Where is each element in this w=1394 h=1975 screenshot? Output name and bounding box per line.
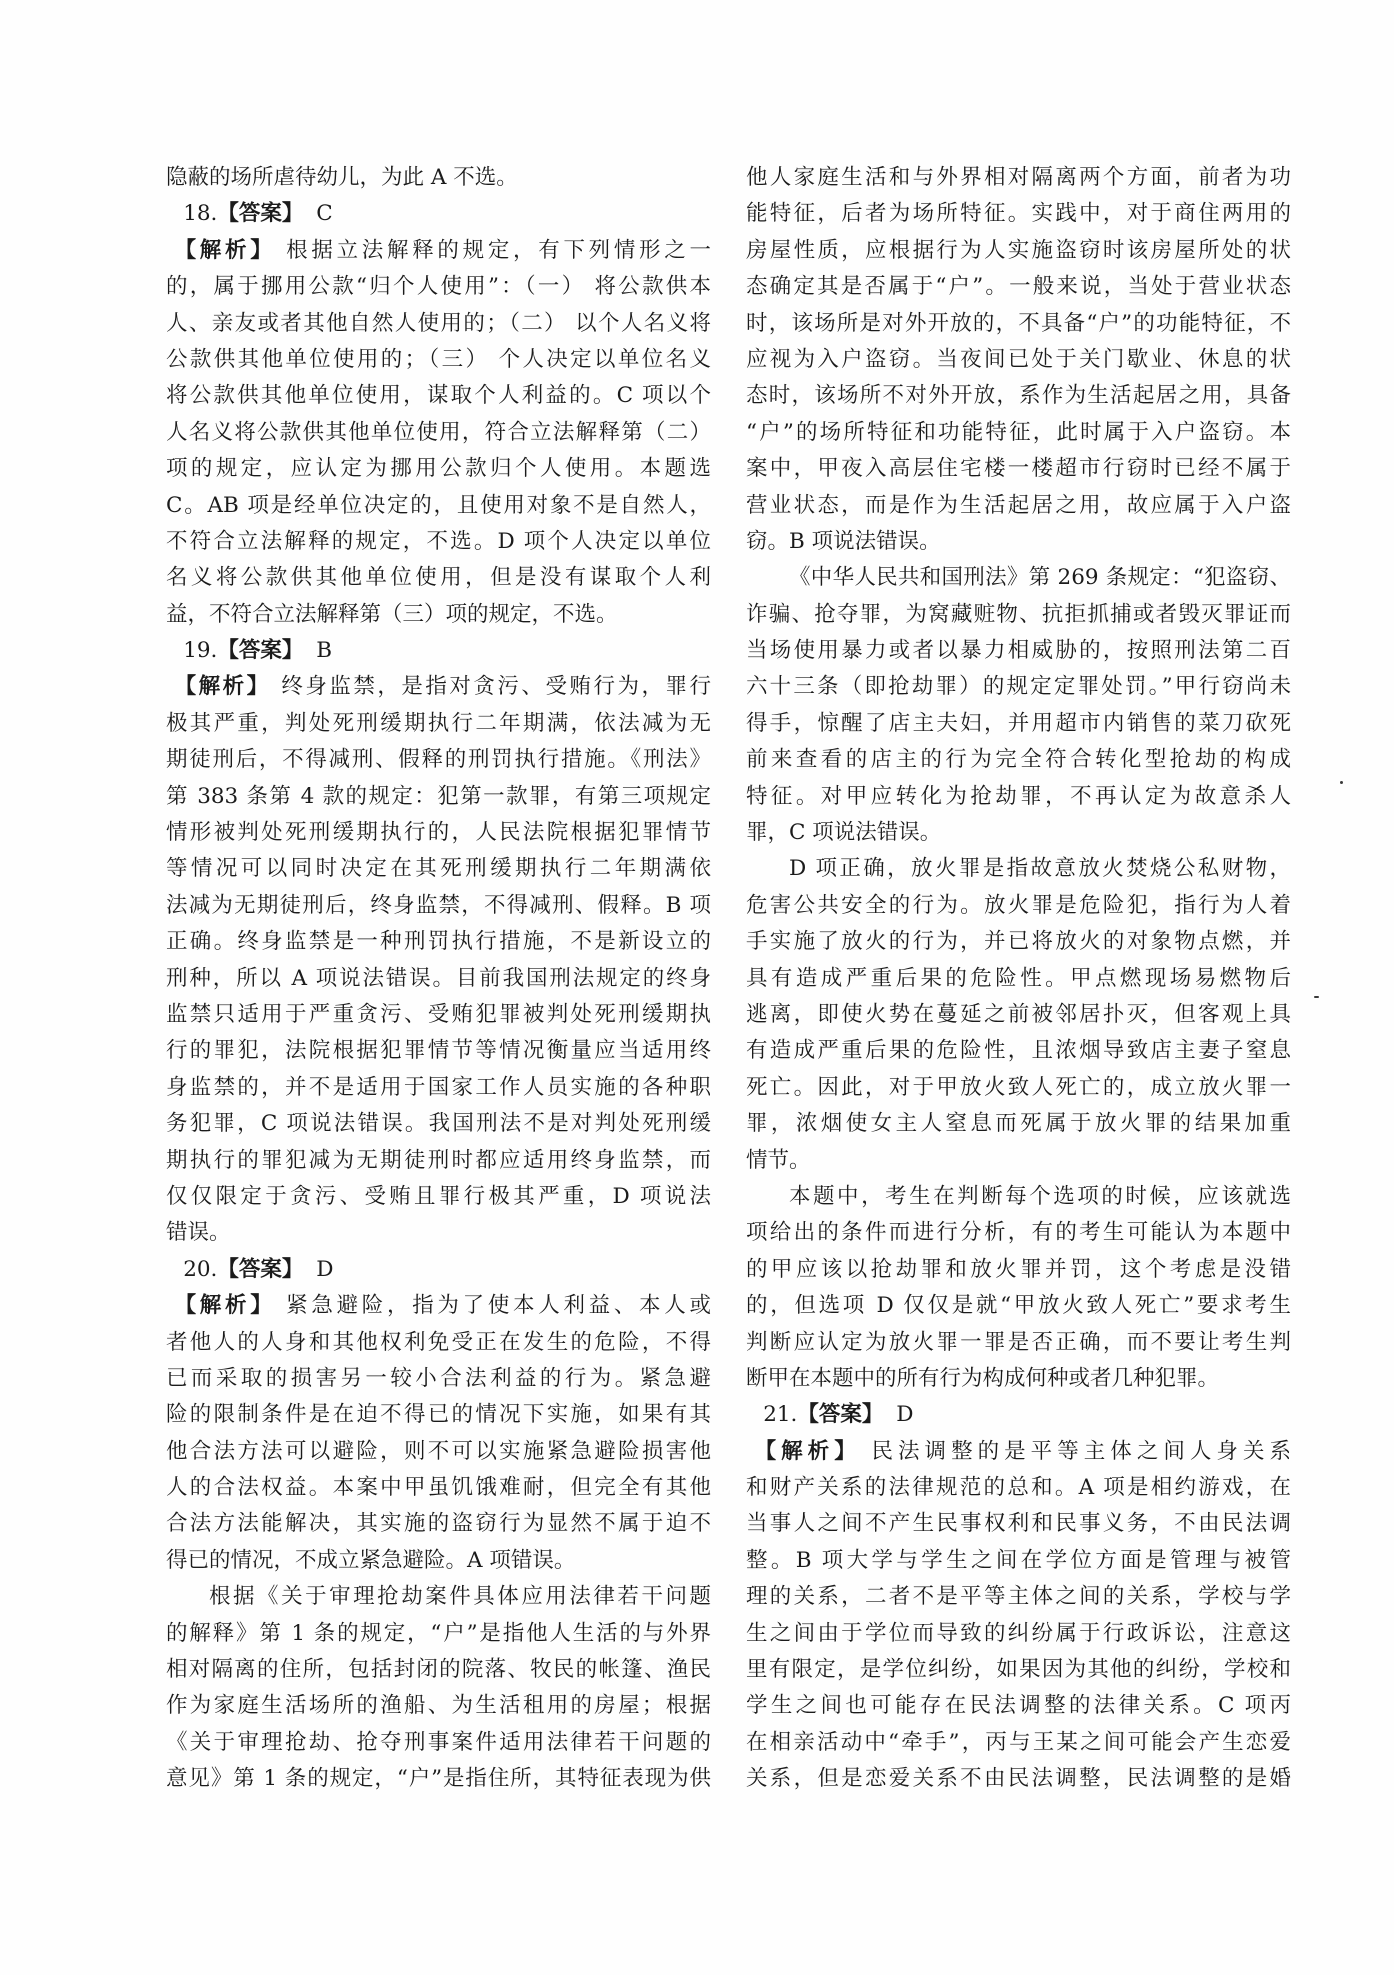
text-line: 作为家庭生活场所的渔船、为生活租用的房屋；根据 bbox=[166, 1693, 711, 1719]
text-line: 在相亲活动中“牵手”，丙与王某之间可能会产生恋爱 bbox=[746, 1729, 1291, 1755]
text-line: 刑种，所以 A 项说法错误。目前我国刑法规定的终身 bbox=[166, 965, 711, 991]
analysis-label: 【解析】 bbox=[174, 237, 276, 263]
text-line: 务犯罪，C 项说法错误。我国刑法不是对判处死刑缓 bbox=[166, 1111, 711, 1137]
text-line: 行的罪犯，法院根据犯罪情节等情况衡量应当适用终 bbox=[166, 1038, 711, 1064]
text-line: 身监禁的，并不是适用于国家工作人员实施的各种职 bbox=[166, 1074, 711, 1100]
analysis-paragraph bbox=[166, 233, 711, 633]
text-line: 生之间由于学位而导致的纠纷属于行政诉讼，注意这 bbox=[746, 1620, 1291, 1646]
paragraph bbox=[746, 560, 1291, 851]
text-line: 的解释》第 1 条的规定，“户”是指他人生活的与外界 bbox=[166, 1620, 711, 1646]
line-text: 紧急避险，指为了使本人利益、本人或 bbox=[286, 1293, 711, 1319]
text-line: 监禁只适用于严重贪污、受贿犯罪被判处死刑缓期执 bbox=[166, 1001, 711, 1027]
text-line: 和财产关系的法律规范的总和。A 项是相约游戏，在 bbox=[746, 1475, 1291, 1501]
text-line: 具有造成严重后果的危险性。甲点燃现场易燃物后 bbox=[746, 965, 1291, 991]
text-line: 前来查看的店主的行为完全符合转化型抢劫的构成 bbox=[746, 747, 1291, 773]
text-line: 不符合立法解释的规定，不选。D 项个人决定以单位 bbox=[166, 528, 711, 554]
question-number: 21. bbox=[763, 1402, 798, 1428]
question-number: 18. bbox=[183, 201, 218, 227]
analysis-paragraph bbox=[746, 1434, 1291, 1798]
scan-speck bbox=[1340, 781, 1343, 784]
answer-label: 【答案】 bbox=[217, 638, 304, 664]
text-line: 情节。 bbox=[746, 1147, 811, 1173]
text-line: 的，属于挪用公款“归个人使用”：（一） 将公款供本 bbox=[166, 274, 711, 300]
text-line: 房屋性质，应根据行为人实施盗窃时该房屋所处的状 bbox=[746, 237, 1291, 263]
text-line bbox=[746, 1434, 1291, 1470]
text-line: C。AB 项是经单位决定的，且使用对象不是自然人， bbox=[166, 492, 711, 518]
text-line: 第 383 条第 4 款的规定：犯第一款罪，有第三项规定 bbox=[166, 783, 711, 809]
text-line: 案中，甲夜入高层住宅楼一楼超市行窃时已经不属于 bbox=[746, 456, 1291, 482]
text-line: 本题中，考生在判断每个选项的时候，应该就选 bbox=[789, 1183, 1291, 1209]
answer-line bbox=[166, 633, 711, 669]
text-line bbox=[166, 233, 711, 269]
text-line: 应视为入户盗窃。当夜间已处于关门歇业、休息的状 bbox=[746, 346, 1291, 372]
text-line: 极其严重，判处死刑缓期执行二年期满，依法减为无 bbox=[166, 710, 711, 736]
text-line: 等情况可以同时决定在其死刑缓期执行二年期满依 bbox=[166, 856, 711, 882]
text-line: 益，不符合立法解释第（三）项的规定，不选。 bbox=[166, 601, 618, 627]
text-line: 他合法方法可以避险，则不可以实施紧急避险损害他 bbox=[166, 1438, 711, 1464]
answer-label: 【答案】 bbox=[217, 1256, 304, 1282]
text-line: 当场使用暴力或者以暴力相威胁的，按照刑法第二百 bbox=[746, 638, 1291, 664]
text-line: 手实施了放火的行为，并已将放火的对象物点燃，并 bbox=[746, 929, 1291, 955]
text-line: 情形被判处死刑缓期执行的，人民法院根据犯罪情节 bbox=[166, 820, 711, 846]
text-line: 得手，惊醒了店主夫妇，并用超市内销售的菜刀砍死 bbox=[746, 710, 1291, 736]
text-line: 期徒刑后，不得减刑、假释的刑罚执行措施。《刑法》 bbox=[166, 747, 711, 773]
text-line bbox=[166, 669, 711, 705]
text-line: 判断应认定为放火罪一罪是否正确，而不要让考生判 bbox=[746, 1329, 1291, 1355]
text-line: 死亡。因此，对于甲放火致人死亡的，成立放火罪一 bbox=[746, 1074, 1291, 1100]
text-line: 期执行的罪犯减为无期徒刑时都应适用终身监禁，而 bbox=[166, 1147, 711, 1173]
text-line: 六十三条（即抢劫罪）的规定定罪处罚。”甲行窃尚未 bbox=[746, 674, 1291, 700]
answer-value: D bbox=[316, 1256, 334, 1282]
text-line: 者他人的人身和其他权利免受正在发生的危险，不得 bbox=[166, 1329, 711, 1355]
text-line: 关系，但是恋爱关系不由民法调整，民法调整的是婚 bbox=[746, 1766, 1291, 1792]
text-line: 根据《关于审理抢劫案件具体应用法律若干问题 bbox=[209, 1584, 711, 1610]
text-line: 合法方法能解决，其实施的盗窃行为显然不属于迫不 bbox=[166, 1511, 711, 1537]
analysis-label: 【解析】 bbox=[174, 674, 271, 700]
text-line: 里有限定，是学位纠纷，如果因为其他的纠纷，学校和 bbox=[746, 1657, 1291, 1683]
text-line: 意见》第 1 条的规定，“户”是指住所，其特征表现为供 bbox=[166, 1766, 711, 1792]
analysis-label: 【解析】 bbox=[174, 1293, 276, 1319]
text-line: 态时，该场所不对外开放，系作为生活起居之用，具备 bbox=[746, 383, 1291, 409]
text-line: 名义将公款供其他单位使用，但是没有谋取个人利 bbox=[166, 565, 711, 591]
answer-entry bbox=[166, 1252, 711, 1288]
text-line: 危害公共安全的行为。放火罪是危险犯，指行为人着 bbox=[746, 892, 1291, 918]
text-line: 逃离，即使火势在蔓延之前被邻居扑灭，但客观上具 bbox=[746, 1001, 1291, 1027]
text-line: 《关于审理抢劫、抢夺刑事案件适用法律若干问题的 bbox=[166, 1729, 711, 1755]
text-line: 时，该场所是对外开放的，不具备“户”的功能特征，不 bbox=[746, 310, 1291, 336]
text-line: 人名义将公款供其他单位使用，符合立法解释第（二） bbox=[166, 419, 711, 445]
paragraph bbox=[746, 851, 1291, 1179]
text-line: 已而采取的损害另一较小合法利益的行为。紧急避 bbox=[166, 1365, 711, 1391]
answer-line bbox=[166, 196, 711, 232]
text-line: 《中华人民共和国刑法》第 269 条规定：“犯盗窃、 bbox=[789, 565, 1291, 591]
text-line: 断甲在本题中的所有行为构成何种或者几种犯罪。 bbox=[746, 1365, 1220, 1391]
paragraph bbox=[166, 1579, 711, 1797]
text-line: 项给出的条件而进行分析，有的考生可能认为本题中 bbox=[746, 1220, 1291, 1246]
answer-value: B bbox=[316, 638, 333, 664]
question-number: 20. bbox=[183, 1256, 218, 1282]
right-column bbox=[746, 160, 1291, 1798]
answer-label: 【答案】 bbox=[797, 1402, 884, 1428]
analysis-label: 【解析】 bbox=[754, 1438, 861, 1464]
text-line: 罪，浓烟使女主人窒息而死属于放火罪的结果加重 bbox=[746, 1111, 1291, 1137]
text-line: 诈骗、抢夺罪，为窝藏赃物、抗拒抓捕或者毁灭罪证而 bbox=[746, 601, 1291, 627]
text-line: “户”的场所特征和功能特征，此时属于入户盗窃。本 bbox=[746, 419, 1291, 445]
line-text: 终身监禁，是指对贪污、受贿行为，罪行 bbox=[281, 674, 711, 700]
answer-value: D bbox=[896, 1402, 914, 1428]
text-line: D 项正确，放火罪是指故意放火焚烧公私财物， bbox=[789, 856, 1291, 882]
text-line: 人的合法权益。本案中甲虽饥饿难耐，但完全有其他 bbox=[166, 1475, 711, 1501]
line-text: 根据立法解释的规定，有下列情形之一 bbox=[286, 237, 711, 263]
answer-entry bbox=[166, 633, 711, 669]
text-line: 错误。 bbox=[166, 1220, 231, 1246]
analysis-paragraph bbox=[166, 669, 711, 1251]
text-line: 能特征，后者为场所特征。实践中，对于商住两用的 bbox=[746, 201, 1291, 227]
text-line: 当事人之间不产生民事权利和民事义务，不由民法调 bbox=[746, 1511, 1291, 1537]
paragraph bbox=[746, 160, 1291, 560]
left-column bbox=[166, 160, 711, 1798]
text-line: 他人家庭生活和与外界相对隔离两个方面，前者为功 bbox=[746, 165, 1291, 190]
text-line: 罪，C 项说法错误。 bbox=[746, 820, 942, 846]
paragraph bbox=[166, 160, 711, 196]
text-line: 隐蔽的场所虐待幼儿，为此 A 不选。 bbox=[166, 165, 518, 190]
text-line: 态确定其是否属于“户”。一般来说，当处于营业状态 bbox=[746, 274, 1291, 300]
text-line: 的甲应该以抢劫罪和放火罪并罚，这个考虑是没错 bbox=[746, 1256, 1291, 1282]
analysis-paragraph bbox=[166, 1288, 711, 1579]
text-line: 的，但选项 D 仅仅是就“甲放火致人死亡”要求考生 bbox=[746, 1293, 1291, 1319]
answer-label: 【答案】 bbox=[217, 201, 304, 227]
text-line: 整。B 项大学与学生之间在学位方面是管理与被管 bbox=[746, 1547, 1291, 1573]
text-line: 窃。B 项说法错误。 bbox=[746, 528, 941, 554]
text-line: 学生之间也可能存在民法调整的法律关系。C 项丙 bbox=[746, 1693, 1291, 1719]
text-line: 有造成严重后果的危险性，且浓烟导致店主妻子窒息 bbox=[746, 1038, 1291, 1064]
text-line: 项的规定，应认定为挪用公款归个人使用。本题选 bbox=[166, 456, 711, 482]
scan-speck bbox=[1314, 996, 1319, 998]
text-line: 人、亲友或者其他自然人使用的；（二） 以个人名义将 bbox=[166, 310, 711, 336]
answer-entry bbox=[746, 1397, 1291, 1433]
text-line: 相对隔离的住所，包括封闭的院落、牧民的帐篷、渔民 bbox=[166, 1657, 711, 1683]
paragraph bbox=[746, 1179, 1291, 1397]
line-text: 民法调整的是平等主体之间人身关系 bbox=[871, 1438, 1291, 1464]
question-number: 19. bbox=[183, 638, 218, 664]
text-line: 营业状态，而是作为生活起居之用，故应属于入户盗 bbox=[746, 492, 1291, 518]
text-line: 公款供其他单位使用的；（三） 个人决定以单位名义 bbox=[166, 346, 711, 372]
answer-entry bbox=[166, 196, 711, 232]
answer-line bbox=[746, 1397, 1291, 1433]
text-line: 险的限制条件是在迫不得已的情况下实施，如果有其 bbox=[166, 1402, 711, 1428]
text-line: 得已的情况，不成立紧急避险。A 项错误。 bbox=[166, 1547, 576, 1573]
text-line: 正确。终身监禁是一种刑罚执行措施，不是新设立的 bbox=[166, 929, 711, 955]
text-line: 特征。对甲应转化为抢劫罪，不再认定为故意杀人 bbox=[746, 783, 1291, 809]
text-line bbox=[166, 1288, 711, 1324]
text-line: 理的关系，二者不是平等主体之间的关系，学校与学 bbox=[746, 1584, 1291, 1610]
text-line: 法减为无期徒刑后，终身监禁，不得减刑、假释。B 项 bbox=[166, 892, 711, 918]
answer-value: C bbox=[316, 201, 333, 227]
text-line: 仅仅限定于贪污、受贿且罪行极其严重，D 项说法 bbox=[166, 1183, 711, 1209]
text-line: 将公款供其他单位使用，谋取个人利益的。C 项以个 bbox=[166, 383, 711, 409]
answer-line bbox=[166, 1252, 711, 1288]
